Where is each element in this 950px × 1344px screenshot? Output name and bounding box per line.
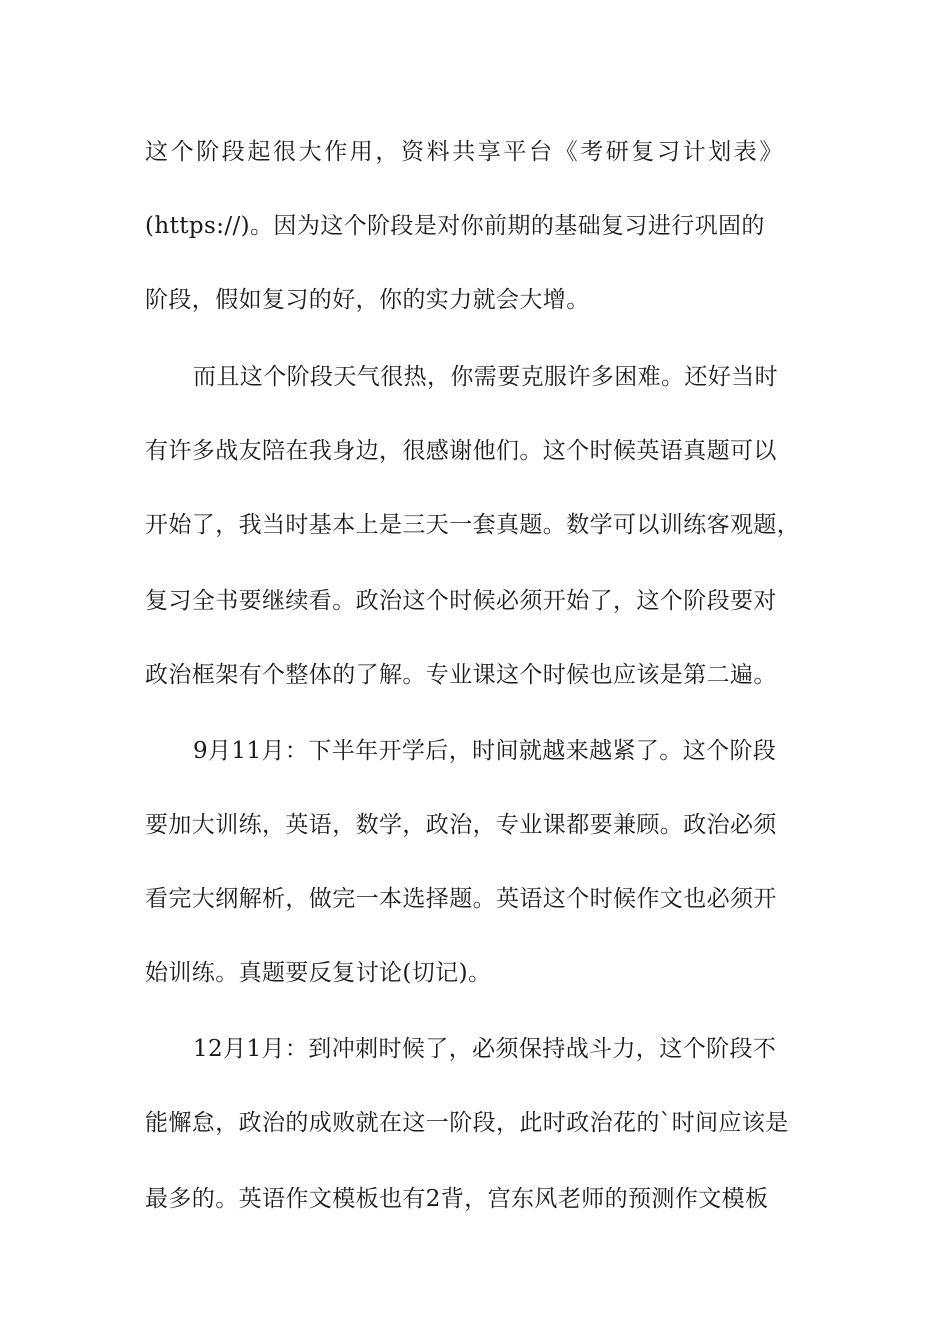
text-line-2: (https://)。因为这个阶段是对你前期的基础复习进行巩固的	[145, 213, 765, 239]
text-line-15: 最多的。英语作文模板也有2背，宫东风老师的预测作文模板	[145, 1186, 769, 1212]
text-line-3: 阶段，假如复习的好，你的实力就会大增。	[145, 287, 590, 313]
text-line-12: 始训练。真题要反复讨论(切记)。	[145, 960, 492, 986]
text-line-5: 有许多战友陪在我身边，很感谢他们。这个时候英语真题可以	[145, 438, 777, 464]
text-line-7: 复习全书要继续看。政治这个时候必须开始了，这个阶段要对	[145, 588, 777, 614]
text-line-8: 政治框架有个整体的了解。专业课这个时候也应该是第二遍。	[145, 662, 777, 688]
text-line-13: 12月1月：到冲刺时候了，必须保持战斗力，这个阶段不	[193, 1036, 777, 1062]
text-line-11: 看完大纲解析，做完一本选择题。英语这个时候作文也必须开	[145, 886, 777, 912]
text-line-4: 而且这个阶段天气很热，你需要克服许多困难。还好当时	[193, 364, 778, 390]
text-line-6: 开始了，我当时基本上是三天一套真题。数学可以训练客观题，	[145, 512, 801, 538]
text-line-9: 9月11月：下半年开学后，时间就越来越紧了。这个阶段	[193, 738, 777, 764]
text-line-14: 能懈怠，政治的成败就在这一阶段，此时政治花的`时间应该是	[145, 1110, 789, 1136]
text-line-10: 要加大训练，英语，数学，政治，专业课都要兼顾。政治必须	[145, 812, 777, 838]
text-line-1: 这个阶段起很大作用，资料共享平台《考研复习计划表》	[145, 139, 785, 165]
